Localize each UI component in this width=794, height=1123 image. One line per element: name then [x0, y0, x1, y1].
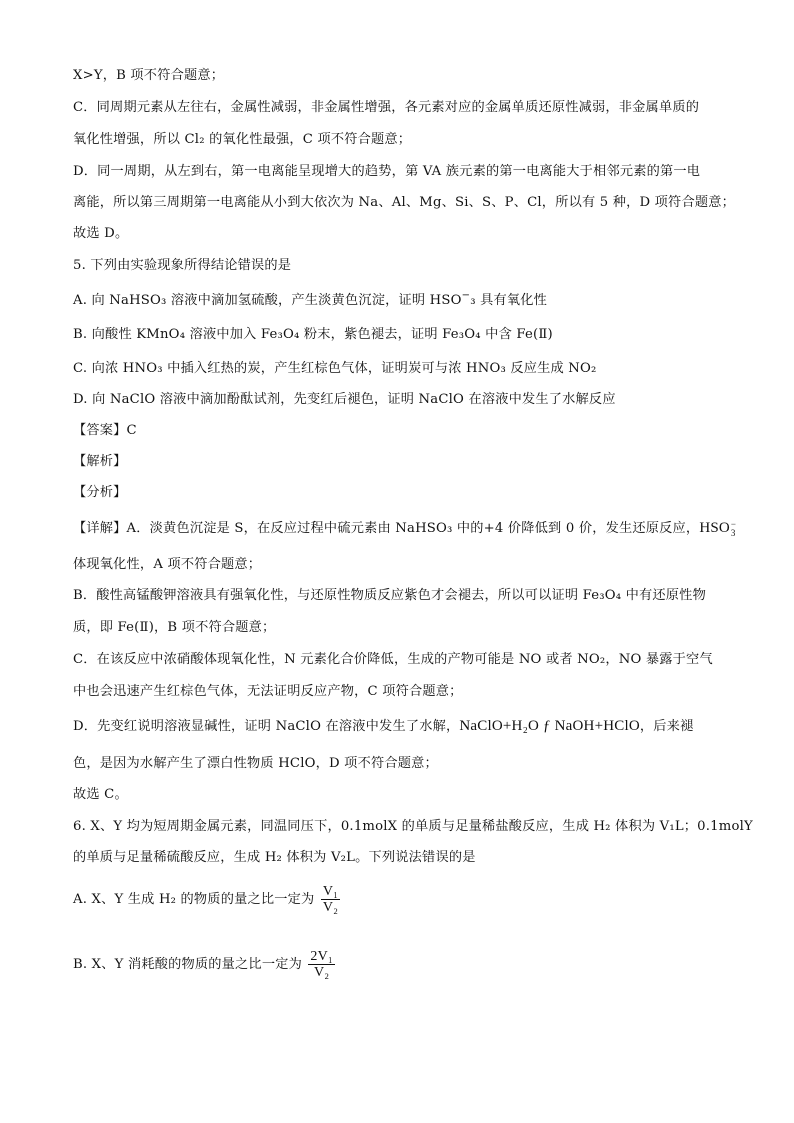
fenxi-label: 【分析】 [73, 485, 127, 500]
text-line: C．同周期元素从左往右，金属性减弱，非金属性增强，各元素对应的金属单质还原性减弱，非金属单质的 [73, 100, 700, 115]
superscript: − [461, 290, 471, 301]
option-text: ₃ 具有氧化性 [470, 293, 548, 308]
detail-line: B．酸性高锰酸钾溶液具有强氧化性，与还原性物质反应紫色才会褪去，所以可以证明 Fe₃O₄ 中有还原性物 [73, 588, 706, 603]
detail-line [73, 519, 736, 538]
answer-label: 【答案】C [73, 423, 137, 438]
detail-line: 中也会迅速产生红棕色气体，无法证明反应产物，C 项符合题意； [73, 684, 463, 699]
text-line: X>Y，B 项不符合题意； [73, 68, 225, 83]
numerator: V₁ [322, 884, 339, 899]
text-line: 氧化性增强，所以 Cl₂ 的氧化性最强，C 项不符合题意； [73, 132, 412, 147]
question-5-stem: 5. 下列由实验现象所得结论错误的是 [73, 258, 292, 273]
formula [699, 520, 736, 536]
question-6-option-b [73, 949, 335, 980]
text-line: 故选 D。 [73, 226, 129, 241]
detail-line: 质，即 Fe(Ⅱ)，B 项不符合题意； [73, 620, 276, 635]
question-5-option-b: B. 向酸性 KMnO₄ 溶液中加入 Fe₃O₄ 粉末，紫色褪去，证明 Fe₃O₄ 中含 Fe(Ⅱ) [73, 327, 553, 342]
detail-text: ，后来褪 [639, 719, 694, 734]
option-text: A. X、Y 生成 H₂ 的物质的量之比一定为 [73, 892, 315, 907]
denominator: V₂ [314, 965, 330, 980]
option-text: A. 向 NaHSO₃ 溶液中滴加氢硫酸，产生淡黄色沉淀，证明 HSO [73, 293, 462, 308]
question-5-option-a [73, 292, 547, 311]
detail-text: D．先变红说明溶液显碱性，证明 NaClO 在溶液中发生了水解， [73, 719, 460, 734]
fraction [321, 884, 340, 915]
detail-line: 色，是因为水解产生了漂白性物质 HClO，D 项不符合题意； [73, 756, 438, 771]
detail-line [73, 717, 693, 736]
question-5-option-d: D. 向 NaClO 溶液中滴加酚酞试剂，先变红后褪色，证明 NaClO 在溶液中发生了水解反应 [73, 392, 616, 407]
question-6-stem: 的单质与足量稀硫酸反应，生成 H₂ 体积为 V₂L。下列说法错误的是 [73, 850, 476, 865]
detail-line: 体现氧化性，A 项不符合题意； [73, 557, 262, 572]
formula: NaClO+H₂O ƒ NaOH+HClO [459, 718, 640, 734]
formula-text: HSO [699, 520, 730, 536]
superscript: − [730, 518, 737, 529]
detail-text: 【详解】A．淡黄色沉淀是 S，在反应过程中硫元素由 NaHSO₃ 中的+4 价降低到 0 价，发生还原反应， [73, 521, 700, 536]
numerator: 2V₁ [310, 949, 333, 964]
option-text: B. X、Y 消耗酸的物质的量之比一定为 [73, 957, 302, 972]
text-line: 离能，所以第三周期第一电离能从小到大依次为 Na、Al、Mg、Si、S、P、Cl，所以有 5 种，D 项符合题意； [73, 195, 735, 210]
fraction [308, 949, 335, 980]
detail-line: C．在该反应中浓硝酸体现氧化性，N 元素化合价降低，生成的产物可能是 NO 或者 NO₂，NO 暴露于空气 [73, 652, 713, 667]
subscript: 3 [730, 527, 736, 538]
question-5-option-c: C. 向浓 HNO₃ 中插入红热的炭，产生红棕色气体，证明炭可与浓 HNO₃ 反应生成 NO₂ [73, 361, 597, 376]
detail-line: 故选 C。 [73, 787, 128, 802]
question-6-stem: 6. X、Y 均为短周期金属元素，同温同压下，0.1molX 的单质与足量稀盐酸反应，生成 H₂ 体积为 V₁L；0.1molY [73, 819, 753, 834]
text-line: D．同一周期，从左到右，第一电离能呈现增大的趋势，第 VA 族元素的第一电离能大于相邻元素的第一电 [73, 164, 701, 179]
question-6-option-a [73, 884, 340, 915]
analysis-label: 【解析】 [73, 454, 127, 469]
denominator: V₂ [322, 900, 339, 915]
